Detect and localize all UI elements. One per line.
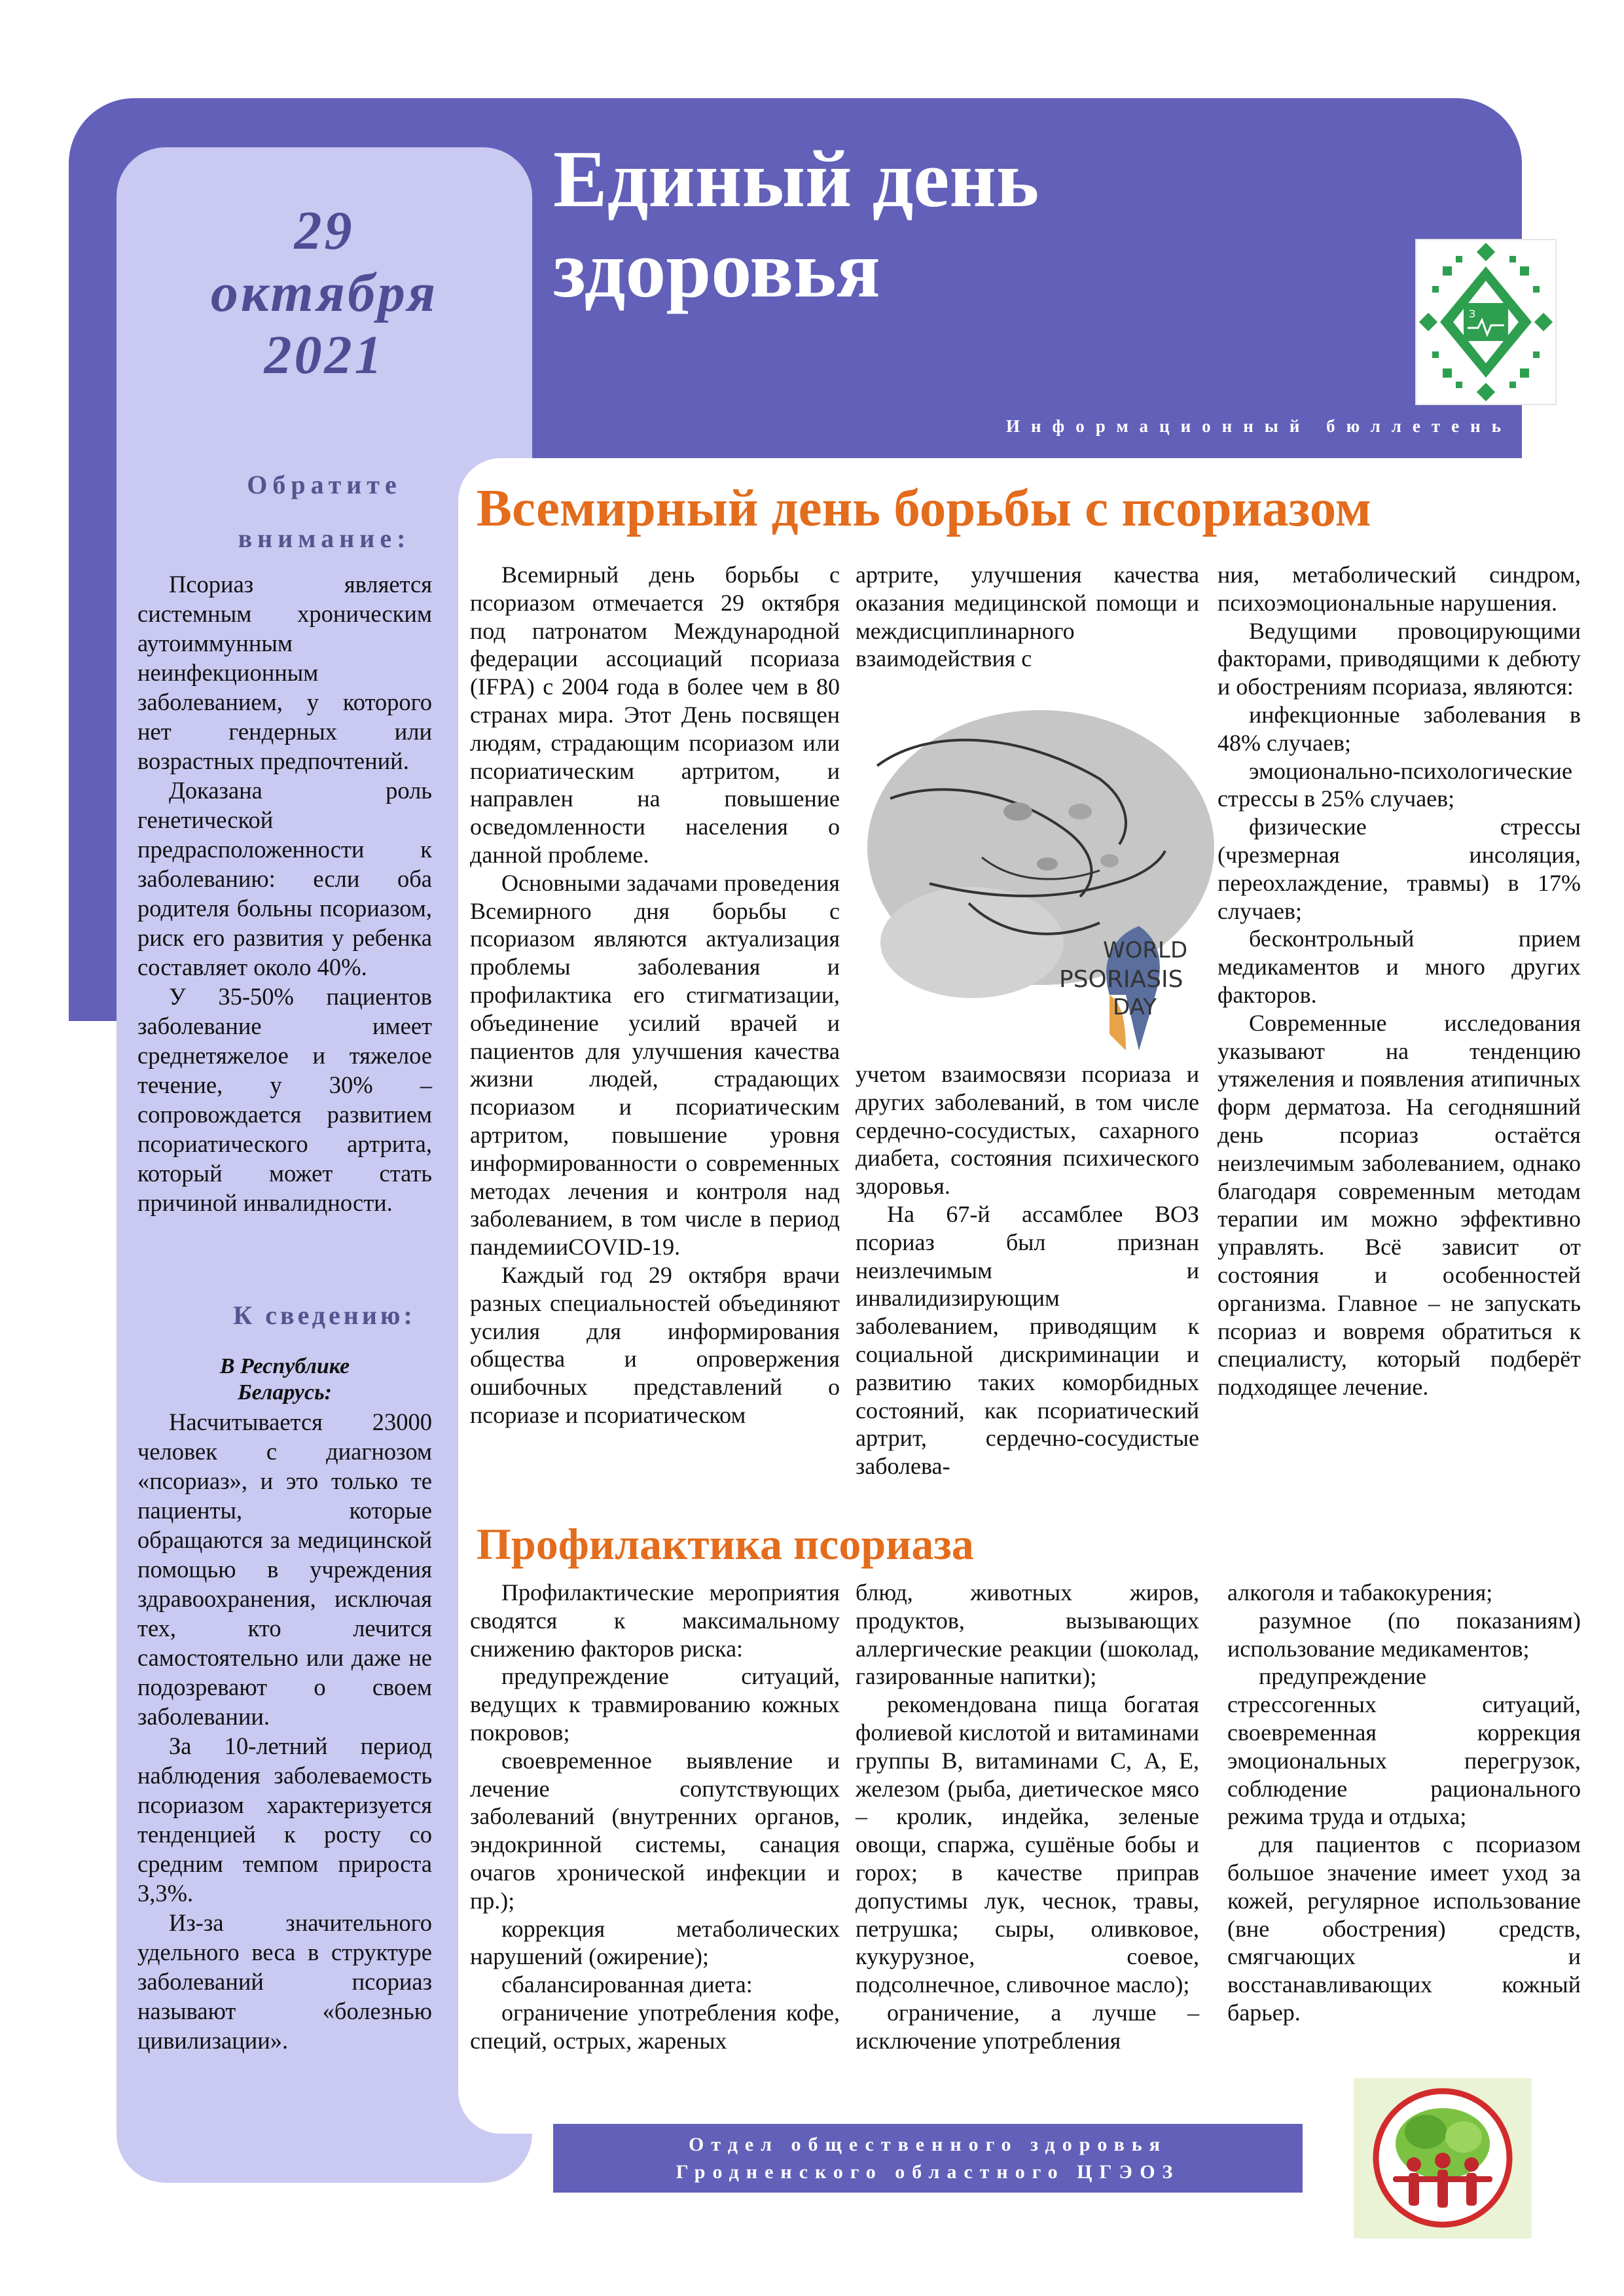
section2-column-3 bbox=[1227, 1579, 1581, 2027]
sidebar-text-info bbox=[137, 1407, 432, 2055]
people-tree-emblem-icon bbox=[1354, 2078, 1532, 2238]
section2-column-1 bbox=[470, 1579, 840, 2055]
list-item: разумное (по показаниям) использование медикаментов; bbox=[1227, 1607, 1581, 1662]
list-item: предупреждение ситуаций, ведущих к травмированию кожных покровов; bbox=[470, 1663, 840, 1746]
title-line-1: Единый день bbox=[553, 134, 1039, 224]
title-line-2: здоровья bbox=[553, 224, 880, 314]
page-title bbox=[553, 134, 1404, 315]
footer-organization bbox=[553, 2131, 1303, 2186]
paragraph: Основными задачами проведения Всемирного дня борьбы с псориазом являются актуализация проблемы заболевания и профилактика его стигматизации, объединение усилий врачей и пациентов для улучшения качества жизни людей, страдающих псориазом и псориатическим артритом, повышение уровня информированности о современных методах лечения и контроля над заболеванием, в том числе в период пандемииCOVID-19. bbox=[470, 869, 840, 1261]
list-item: своевременное выявление и лечение сопутствующих заболеваний (внутренних органов, эндокринной системы, санация очагов хронической инфекции и пр.); bbox=[470, 1747, 840, 1914]
issue-date bbox=[117, 200, 532, 386]
list-item: ограничение употребления кофе, специй, острых, жареных bbox=[470, 1999, 840, 2054]
paragraph: Каждый год 29 октября врачи разных специальностей объединяют усилия для информирования общества и опровержения ошибочных представлений о псориазе и псориатическом bbox=[470, 1261, 840, 1428]
list-item: инфекционные заболевания в 48% случаев; bbox=[1218, 701, 1581, 756]
list-item: для пациентов с псориазом большое значение имеет уход за кожей, регулярное использование (вне обострения) средств, смягчающих и восстанавливающих кожный барьер. bbox=[1227, 1831, 1581, 2026]
list-item: эмоционально-психологические стрессы в 25% случаев; bbox=[1218, 757, 1572, 812]
list-item: рекомендована пища богатая фолиевой кислотой и витаминами группы В, витаминами С, А, Е, железом (рыба, диетическое мясо – кролик, индейка, зеленые овощи, спаржа, сушёные бобы и горох; в качестве приправ допустимы лук, чеснок, травы, петрушка; сыры, оливковое, кукурузное, соевое, подсолнечное, сливочное масло); bbox=[856, 1691, 1199, 1998]
illus-label-day: DAY bbox=[1113, 994, 1157, 1020]
paragraph: На 67-й ассамблее ВОЗ псориаз был признан неизлечимым и инвалидизирующим заболеванием, приводящим к социальной дискриминации и развитию таких коморбидных состояний, как псориатический артрит, сердечно-сосудистые заболева- bbox=[856, 1200, 1199, 1480]
section1-column-3 bbox=[1218, 561, 1581, 1401]
bulletin-label: Информационный бюллетень bbox=[1006, 416, 1512, 436]
subheading-line: Беларусь: bbox=[238, 1380, 332, 1405]
paragraph: учетом взаимосвязи псориаза и других заболеваний, в том числе сердечно-сосудистых, сахарного диабета, состояния психического здоровья. bbox=[856, 1061, 1199, 1200]
paragraph: ния, метаболический синдром, психоэмоциональные нарушения. bbox=[1218, 562, 1581, 616]
paragraph: Всемирный день борьбы с псориазом отмечается 29 октября под патронатом Международной федерации ассоциаций псориаза (IFPA) с 2004 года в более чем в 80 странах мира. Этот День посвящен людям, страдающим псориазом или псориатическим артритом, и направлен на повышение осведомленности населения о данной проблеме. bbox=[470, 562, 840, 868]
sidebar-subheading-belarus bbox=[137, 1354, 432, 1406]
paragraph: артрите, улучшения качества оказания медицинской помощи и междисциплинарного взаимодействия с bbox=[856, 562, 1199, 672]
list-item: физические стрессы (чрезмерная инсоляция, переохлаждение, травмы) в 17% случаев; bbox=[1218, 814, 1581, 924]
list-item: бесконтрольный прием медикаментов и много других факторов. bbox=[1218, 925, 1581, 1008]
paragraph: Профилактические мероприятия сводятся к максимальному снижению факторов риска: bbox=[470, 1579, 840, 1662]
section-title-world-day: Всемирный день борьбы с псориазом bbox=[477, 478, 1371, 537]
sidebar-heading-attention bbox=[117, 458, 532, 565]
hands-illustration-icon bbox=[851, 687, 1218, 1054]
list-item: коррекция метаболических нарушений (ожирение); bbox=[470, 1915, 840, 1970]
paragraph: алкоголя и табакокурения; bbox=[1227, 1579, 1493, 1605]
paragraph: Из-за значительного удельного веса в структуре заболеваний псориаз называют «болезнью цивилизации». bbox=[137, 1909, 432, 2054]
section-title-prevention: Профилактика псориаза bbox=[477, 1519, 974, 1569]
heading-line: Обратите bbox=[247, 470, 402, 499]
heading-line: внимание: bbox=[238, 524, 411, 553]
list-item: ограничение, а лучше – исключение употребления bbox=[856, 1999, 1199, 2054]
date-day: 29 bbox=[294, 200, 355, 261]
footer-line-1: Отдел общественного здоровья bbox=[689, 2134, 1167, 2155]
section1-column-2-bottom bbox=[856, 1060, 1199, 1480]
footer-line-2: Гродненского областного ЦГЭОЗ bbox=[676, 2161, 1180, 2183]
emblem-letter: З bbox=[1469, 308, 1476, 320]
section1-column-2-top bbox=[856, 561, 1199, 673]
paragraph: У 35-50% пациентов заболевание имеет среднетяжелое и тяжелое течение, у 30% – сопровождается развитием псориатического артрита, который может стать причиной инвалидности. bbox=[137, 983, 432, 1216]
paragraph: Современные исследования указывают на тенденцию утяжеления и появления атипичных форм дерматоза. На сегодняшний день псориаз остаётся неизлечимым заболеванием, однако благодаря современным методам терапии им можно эффективно управлять. Всё зависит от состояния и особенностей организма. Главное – не запускать псориаз и вовремя обратиться к специалисту, который подберёт подходящее лечение. bbox=[1218, 1009, 1581, 1401]
list-item: предупреждение стрессогенных ситуаций, своевременная коррекция эмоциональных перегрузок, соблюдение рационального режима труда и отдыха; bbox=[1227, 1663, 1581, 1830]
illus-label-world: WORLD bbox=[1103, 937, 1188, 963]
section2-column-2 bbox=[856, 1579, 1199, 2055]
illus-label-psoriasis: PSORIASIS bbox=[1059, 966, 1183, 993]
list-item: сбалансированная диета: bbox=[501, 1971, 753, 1998]
paragraph: Ведущими провоцирующими факторами, приводящими к дебюту и обострениям псориаза, являются: bbox=[1218, 617, 1581, 700]
sidebar-heading-info: К сведению: bbox=[233, 1300, 416, 1330]
paragraph: блюд, животных жиров, продуктов, вызывающих аллергические реакции (шоколад, газированные напитки); bbox=[856, 1579, 1199, 1690]
paragraph: Доказана роль генетической предрасположенности к заболеванию: если оба родителя больны псориазом, риск его развития у ребенка составляет около 40%. bbox=[137, 777, 432, 980]
paragraph: За 10-летний период наблюдения заболеваемость псориазом характеризуется тенденцией к росту со средним темпом прироста 3,3%. bbox=[137, 1732, 432, 1907]
paragraph: Насчитывается 23000 человек с диагнозом «псориаз», и это только те пациенты, которые обращаются за медицинской помощью в учреждения здравоохранения, исключая тех, кто лечится самостоятельно или даже не подозревают о своем заболевании. bbox=[137, 1408, 432, 1730]
date-year: 2021 bbox=[264, 325, 385, 386]
date-month: октября bbox=[210, 262, 439, 323]
sidebar-text-attention bbox=[137, 569, 432, 1217]
health-emblem-icon bbox=[1415, 239, 1557, 405]
subheading-line: В Республике bbox=[219, 1354, 350, 1378]
paragraph: Псориаз является системным хроническим аутоиммунным неинфекционным заболеванием, у которого нет гендерных или возрастных предпочтений. bbox=[137, 571, 432, 774]
